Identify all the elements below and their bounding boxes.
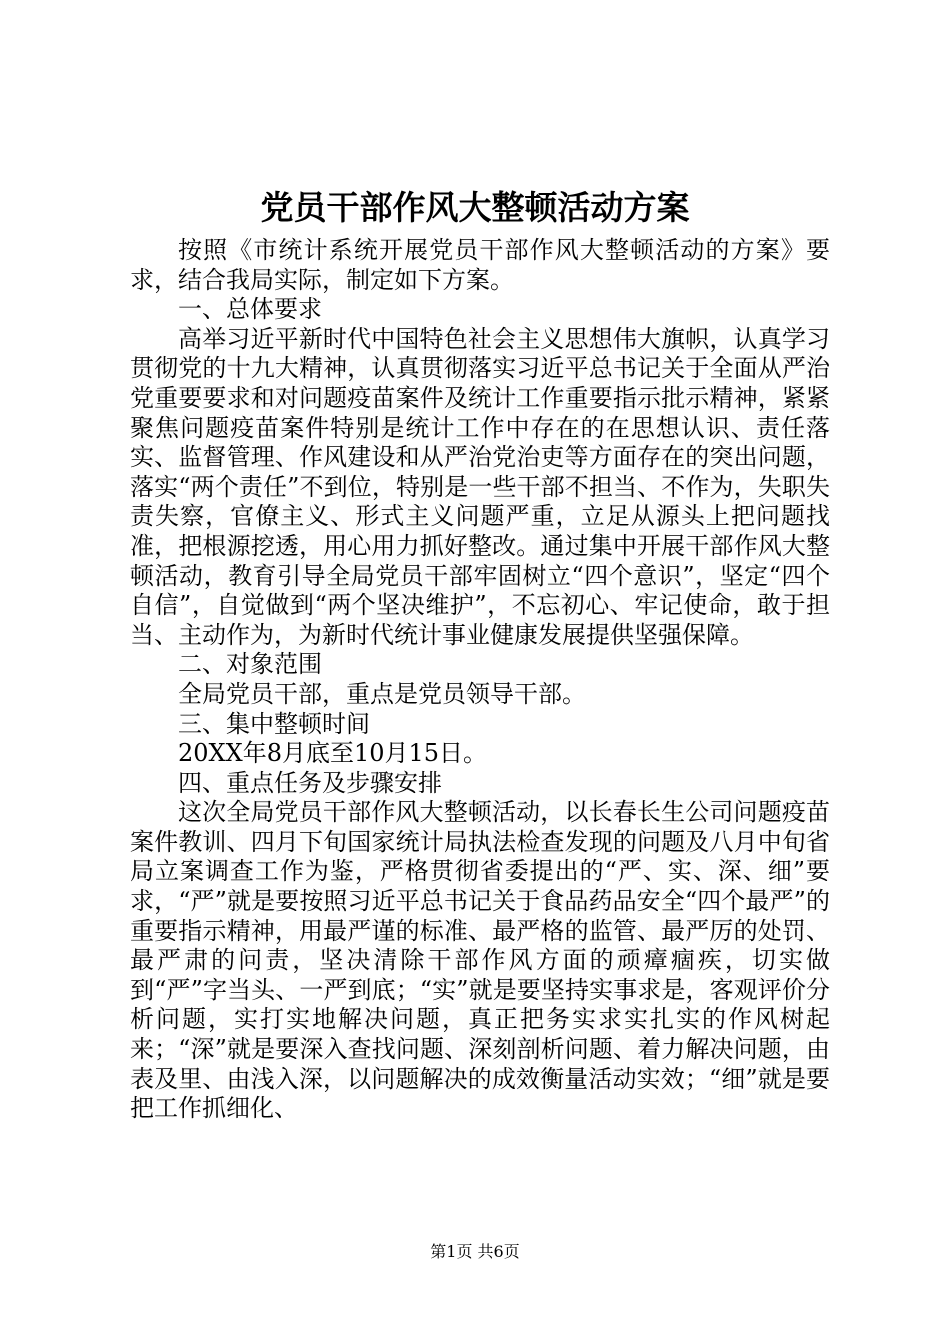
section-heading-general-requirements: 一、总体要求	[178, 295, 322, 324]
paragraph-scope: 全局党员干部，重点是党员领导干部。	[178, 679, 586, 708]
paragraph-time: 20XX年8月底至10月15日。	[178, 739, 488, 768]
section-heading-scope: 二、对象范围	[178, 650, 322, 679]
paragraph-tasks: 这次全局党员干部作风大整顿活动，以长春长生公司问题疫苗案件教训、四月下旬国家统计局执法检查发现的问题及八月中旬省局立案调查工作为鉴，严格贯彻省委提出的“严、实、深、细”要求，“严”就是要按照习近平总书记关于食品药品安全“四个最严”的重要指示精神，用最严谨的标准、最严格的监管、最严厉的处罚、最严肃的问责，坚决清除干部作风方面的顽瘴痼疾，切实做到“严”字当头、一严到底；“实”就是要坚持实事求是，客观评价分析问题，实打实地解决问题，真正把务实求实扎实的作风树起来；“深”就是要深入查找问题、深刻剖析问题、着力解决问题，由表及里、由浅入深，以问题解决的成效衡量活动实效；“细”就是要把工作抓细化、	[130, 798, 830, 1123]
paragraph-general-requirements: 高举习近平新时代中国特色社会主义思想伟大旗帜，认真学习贯彻党的十九大精神，认真贯彻落实习近平总书记关于全面从严治党重要要求和对问题疫苗案件及统计工作重要指示批示精神，紧紧聚焦问题疫苗案件特别是统计工作中存在的在思想认识、责任落实、监督管理、作风建设和从严治党治吏等方面存在的突出问题，落实“两个责任”不到位，特别是一些干部不担当、不作为，失职失责失察，官僚主义、形式主义问题严重，立足从源头上把问题找准，把根源挖透，用心用力抓好整改。通过集中开展干部作风大整顿活动，教育引导全局党员干部牢固树立“四个意识”，坚定“四个自信”，自觉做到“两个坚决维护”，不忘初心、牢记使命，敢于担当、主动作为，为新时代统计事业健康发展提供坚强保障。	[130, 324, 830, 649]
document-body	[130, 236, 830, 1124]
section-heading-time: 三、集中整顿时间	[178, 709, 370, 738]
page-footer: 第1页 共6页	[430, 1242, 520, 1261]
paragraph-intro: 按照《市统计系统开展党员干部作风大整顿活动的方案》要求，结合我局实际，制定如下方案。	[130, 236, 830, 294]
section-heading-tasks: 四、重点任务及步骤安排	[178, 768, 442, 797]
document-title: 党员干部作风大整顿活动方案	[260, 188, 690, 227]
